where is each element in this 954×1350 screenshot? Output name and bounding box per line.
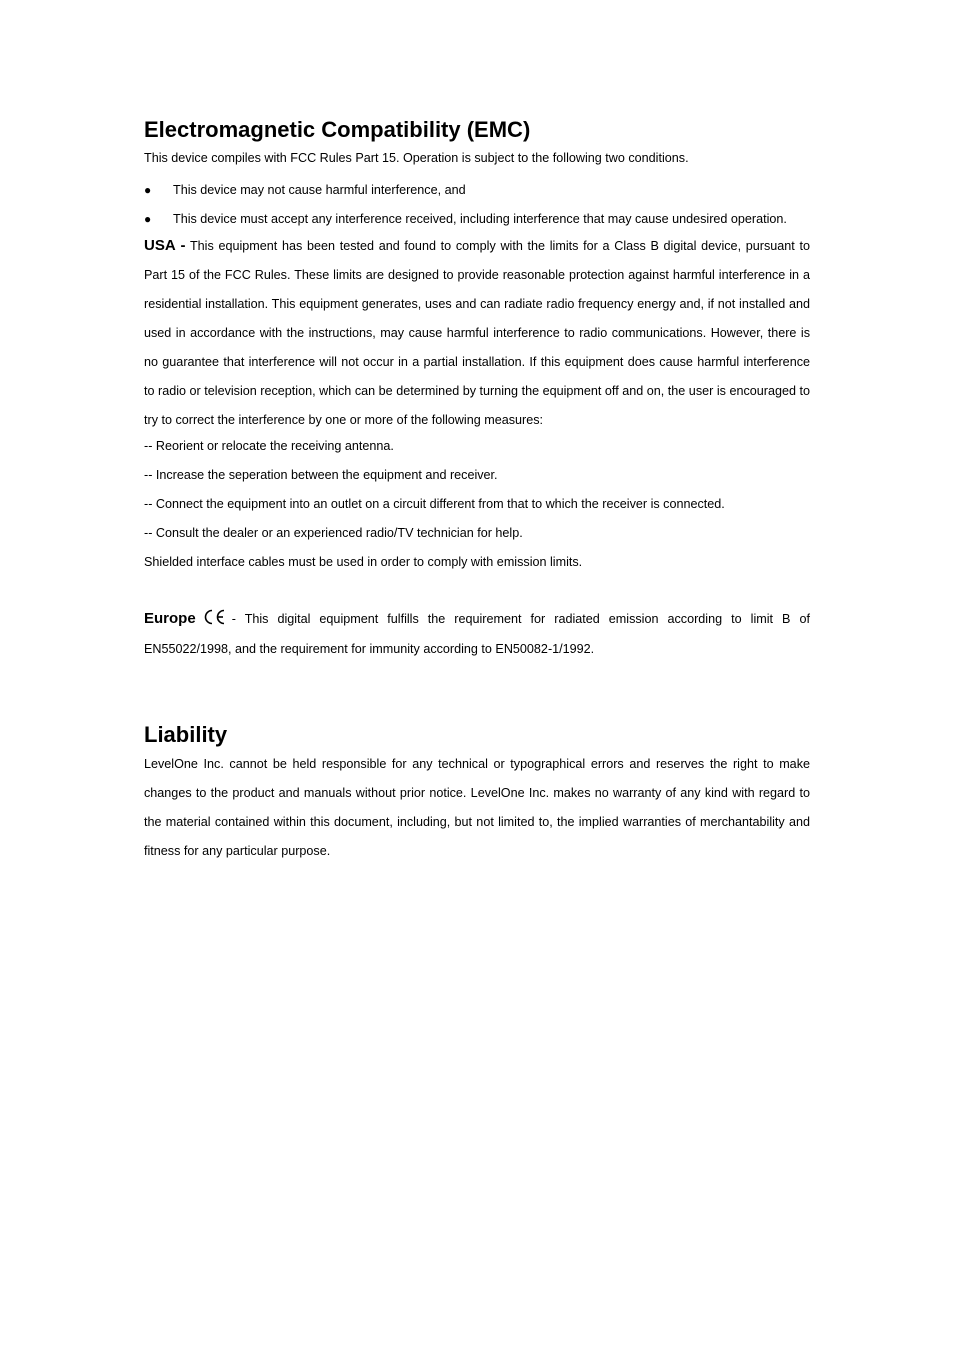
- liability-paragraph: LevelOne Inc. cannot be held responsible for any technical or typographical errors and reserves the right to make changes to the product and manuals without prior notice. LevelOne Inc. makes no warranty of any kind with regard to the material contained within this document, including, but not limited to, the implied warranties of merchantability and fitness for any particular purpose.: [144, 757, 810, 858]
- liability-heading: Liability: [144, 722, 228, 747]
- measure-item: -- Increase the seperation between the equipment and receiver.: [144, 468, 498, 482]
- shielded-note: Shielded interface cables must be used in order to comply with emission limits.: [144, 555, 583, 569]
- ce-mark-icon: [202, 608, 226, 636]
- europe-paragraph: [144, 605, 810, 663]
- emc-heading: Electromagnetic Compatibility (EMC): [144, 117, 531, 142]
- europe-label: Europe: [144, 610, 196, 627]
- europe-dash: -: [231, 612, 236, 626]
- bullet-icon: ●: [144, 183, 152, 197]
- condition-text: This device may not cause harmful interference, and: [173, 183, 466, 197]
- europe-text: This digital equipment fulfills the requirement for radiated emission according to limit B of EN55022/1998, and the requirement for immunity according to EN50082-1/1992.: [144, 612, 810, 656]
- usa-paragraph: [144, 231, 810, 435]
- usa-text: This equipment has been tested and found to comply with the limits for a Class B digital device, pursuant to Part 15 of the FCC Rules. These limits are designed to provide reasonable protection against harmful interference in a residential installation. This equipment generates, uses and can radiate radio frequency energy and, if not installed and used in accordance with the instructions, may cause harmful interference to radio communications. However, there is no guarantee that interference will not occur in a partial installation. If this equipment does cause harmful interference to radio or television reception, which can be determined by turning the equipment off and on, the user is encouraged to try to correct the interference by one or more of the following measures:: [144, 239, 810, 427]
- measure-item: -- Reorient or relocate the receiving antenna.: [144, 439, 394, 453]
- emc-intro: This device compiles with FCC Rules Part 15. Operation is subject to the following two conditions.: [144, 151, 689, 165]
- bullet-icon: ●: [144, 212, 152, 226]
- condition-text: This device must accept any interference received, including interference that may cause undesired operation.: [173, 212, 787, 226]
- measure-item: -- Consult the dealer or an experienced radio/TV technician for help.: [144, 526, 523, 540]
- usa-label: USA -: [144, 237, 186, 254]
- measure-item: -- Connect the equipment into an outlet on a circuit different from that to which the receiver is connected.: [144, 497, 725, 511]
